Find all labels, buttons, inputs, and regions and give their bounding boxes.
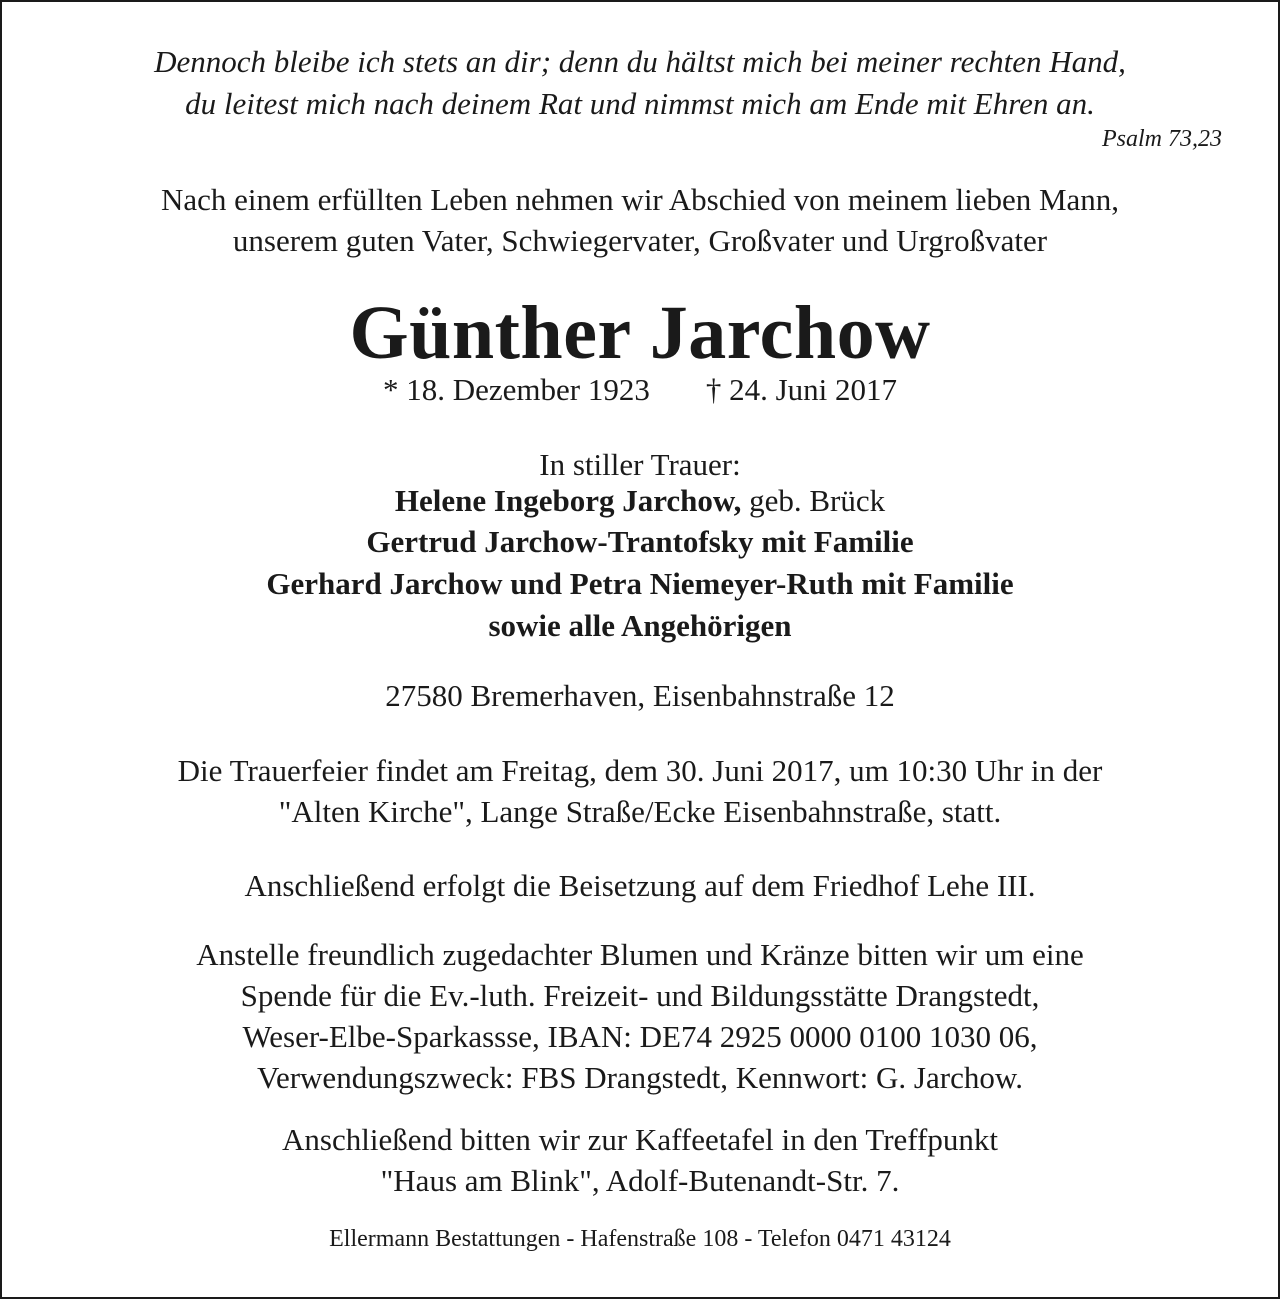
- burial-text: Anschließend erfolgt die Beisetzung auf dem Friedhof Lehe III.: [244, 868, 1036, 903]
- donation-line-3: Weser-Elbe-Sparkassse, IBAN: DE74 2925 0000 0100 1030 06,: [242, 1019, 1038, 1054]
- death-date: † 24. Juni 2017: [705, 372, 898, 407]
- mourners-heading: In stiller Trauer:: [539, 447, 741, 482]
- funeral-home-footer: Ellermann Bestattungen - Hafenstraße 108 - Telefon 0471 43124: [329, 1226, 951, 1252]
- verse-line-1: Dennoch bleibe ich stets an dir; denn du hältst mich bei meiner rechten Hand,: [154, 44, 1126, 79]
- verse-reference: Psalm 73,23: [1102, 126, 1222, 152]
- mourner-line-3: Gerhard Jarchow und Petra Niemeyer-Ruth mit Familie: [266, 566, 1014, 601]
- reception-line-2: "Haus am Blink", Adolf-Butenandt-Str. 7.: [380, 1163, 900, 1198]
- family-address: 27580 Bremerhaven, Eisenbahnstraße 12: [385, 678, 895, 713]
- birth-date: * 18. Dezember 1923: [382, 372, 650, 407]
- spouse-birthname: geb. Brück: [741, 483, 886, 518]
- mourner-spouse: [2, 483, 1278, 519]
- intro-line-1: Nach einem erfüllten Leben nehmen wir Abschied von meinem lieben Mann,: [160, 182, 1120, 217]
- life-dates: [2, 372, 1278, 408]
- deceased-name: Günther Jarchow: [349, 291, 931, 375]
- service-line-1: Die Trauerfeier findet am Freitag, dem 30. Juni 2017, um 10:30 Uhr in der: [177, 753, 1103, 788]
- verse-line-2: du leitest mich nach deinem Rat und nimmst mich am Ende mit Ehren an.: [185, 86, 1095, 121]
- mourner-line-2: Gertrud Jarchow-Trantofsky mit Familie: [366, 524, 914, 559]
- reception-line-1: Anschließend bitten wir zur Kaffeetafel in den Treffpunkt: [282, 1122, 998, 1157]
- donation-line-2: Spende für die Ev.-luth. Freizeit- und Bildungsstätte Drangstedt,: [240, 978, 1040, 1013]
- intro-line-2: unserem guten Vater, Schwiegervater, Großvater und Urgroßvater: [232, 223, 1048, 258]
- mourner-line-4: sowie alle Angehörigen: [488, 608, 792, 643]
- donation-line-1: Anstelle freundlich zugedachter Blumen und Kränze bitten wir um eine: [196, 937, 1084, 972]
- donation-line-4: Verwendungszweck: FBS Drangstedt, Kennwort: G. Jarchow.: [257, 1060, 1023, 1095]
- spouse-name: Helene Ingeborg Jarchow,: [394, 483, 742, 518]
- service-line-2: "Alten Kirche", Lange Straße/Ecke Eisenbahnstraße, statt.: [278, 794, 1002, 829]
